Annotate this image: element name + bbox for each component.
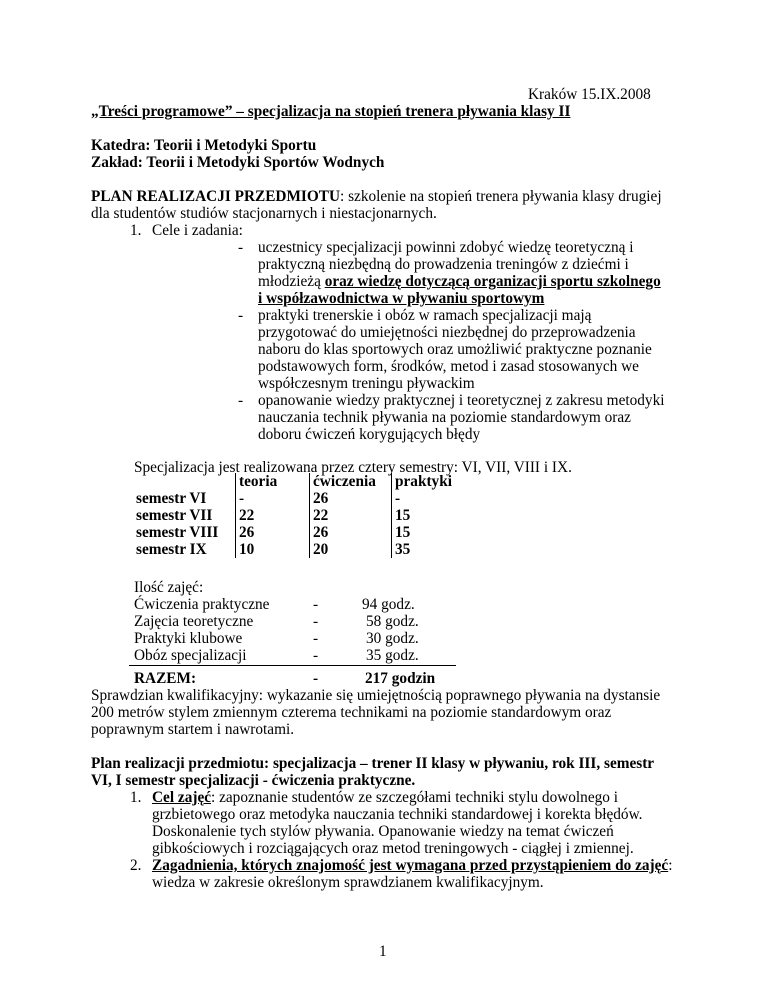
total-value: 217 godzin (365, 670, 436, 687)
bullet-dash-1: - (238, 239, 244, 256)
total-divider (129, 665, 456, 666)
exam-line1: Sprawdzian kwalifikacyjny: wykazanie się umiejętnością poprawnego pływania na dystansie (91, 687, 661, 704)
date: Kraków 15.IX.2008 (528, 86, 651, 103)
exam-line2: 200 metrów stylem zmiennym czterema technikami na poziomie standardowym oraz (91, 704, 612, 721)
bullet1-line4: i współzawodnictwa w pływaniu sportowym (258, 290, 545, 307)
item2-line2: wiedza w zakresie określonym sprawdzianem kwalifikacyjnym. (152, 874, 544, 891)
table-cell (129, 473, 236, 490)
table-row (129, 507, 464, 524)
bullet2-line5: współczesnym treningu pływackim (258, 375, 475, 392)
table-cell: 35 (392, 541, 465, 558)
hours-label: Ćwiczenia praktyczne (134, 596, 270, 613)
item1-text: : zapoznanie studentów ze szczegółami techniki stylu dowolnego i (211, 789, 618, 806)
hours-label: Zajęcia teoretyczne (134, 613, 254, 630)
total-label: RAZEM: (134, 670, 197, 687)
table-header-praktyki: praktyki (392, 473, 465, 490)
bullet3-line1: opanowanie wiedzy praktycznej i teoretycznej z zakresu metodyki (258, 392, 665, 409)
table-cell: 15 (392, 524, 465, 541)
hours-dash: - (313, 647, 319, 664)
item1-line1 (152, 789, 618, 806)
table-cell: semestr VI (129, 490, 236, 507)
table-row (129, 541, 464, 558)
plan-intro-line2: dla studentów studiów stacjonarnych i niestacjonarnych. (91, 205, 437, 222)
table-cell: semestr IX (129, 541, 236, 558)
table-cell: 15 (392, 507, 465, 524)
hours-dash: - (313, 596, 319, 613)
hours-value: 35 godz. (366, 647, 419, 664)
item2-colon: : (668, 857, 673, 874)
bullet2-line3: naboru do klas sportowych oraz umożliwić praktyczne poznanie (258, 341, 652, 358)
total-dash: - (313, 670, 319, 687)
table-cell: 22 (310, 507, 392, 524)
table-cell: - (236, 490, 310, 507)
hours-value: 58 godz. (366, 613, 419, 630)
hours-label: Obóz specjalizacji (134, 647, 247, 664)
bullet1-line3-a: młodzieżą (258, 273, 325, 290)
plan-text-1: : szkolenie na stopień trenera pływania klasy drugiej (340, 188, 662, 205)
table-cell: 26 (310, 490, 392, 507)
list-num-1b: 1. (130, 789, 142, 806)
item2-line1 (152, 857, 672, 874)
hours-value: 30 godz. (366, 630, 419, 647)
hours-title: Ilość zajęć: (134, 579, 204, 596)
exam-line3: poprawnym startem i nawrotami. (91, 721, 295, 738)
bullet1-line3 (258, 273, 661, 290)
bullet2-line4: podstawowych form, środków, metod i zasad stosowanych we (258, 358, 639, 375)
table-row (129, 524, 464, 541)
plan2-title-line1: Plan realizacji przedmiotu: specjalizacja – trener II klasy w pływaniu, rok III, semestr (91, 755, 655, 772)
bullet-dash-3: - (238, 392, 244, 409)
zaklad: Zakład: Teorii i Metodyki Sportów Wodnych (91, 154, 385, 171)
doc-title: „Treści programowe” – specjalizacja na stopień trenera pływania klasy II (91, 103, 571, 120)
hours-label: Praktyki klubowe (134, 630, 243, 647)
bullet1-line1: uczestnicy specjalizacji powinni zdobyć wiedzę teoretyczną i (258, 239, 634, 256)
list-num-1: 1. (130, 222, 142, 239)
hours-dash: - (313, 630, 319, 647)
table-cell: 26 (236, 524, 310, 541)
table-header-teoria: teoria (236, 473, 310, 490)
page-number: 1 (379, 943, 387, 960)
table-cell: semestr VIII (129, 524, 236, 541)
list-num-2: 2. (130, 857, 142, 874)
semester-table (129, 473, 464, 558)
hours-value: 94 godz. (362, 596, 415, 613)
katedra: Katedra: Teorii i Metodyki Sportu (91, 137, 317, 154)
item2-label: Zagadnienia, których znajomość jest wymagana przed przystąpieniem do zajęć (152, 857, 669, 874)
item1-label: Cel zajęć (152, 789, 212, 806)
bullet-dash-2: - (238, 307, 244, 324)
table-cell: 22 (236, 507, 310, 524)
table-cell: - (392, 490, 465, 507)
semesters-intro: Specjalizacja jest realizowana przez cztery semestry: VI, VII, VIII i IX. (134, 459, 572, 476)
plan-label: PLAN REALIZACJI PRZEDMIOTU (91, 188, 341, 205)
bullet3-line3: doboru ćwiczeń korygujących błędy (258, 426, 481, 443)
table-row (129, 490, 464, 507)
plan-intro-line1 (91, 188, 662, 205)
item1-line4: gibkościowych i rozciągających oraz metod treningowych - ciągłej i zmiennej. (152, 840, 634, 857)
table-cell: 26 (310, 524, 392, 541)
table-cell: 10 (236, 541, 310, 558)
item1-line2: grzbietowego oraz metodyka nauczania techniki standardowej i korekta błędów. (152, 806, 643, 823)
item1-line3: Doskonalenie tych stylów pływania. Opanowanie wiedzy na temat ćwiczeń (152, 823, 614, 840)
bullet2-line2: przygotować do umiejętności niezbędnej do przeprowadzenia (258, 324, 636, 341)
table-header-cwiczenia: ćwiczenia (310, 473, 392, 490)
plan2-title-line2: VI, I semestr specjalizacji - ćwiczenia praktyczne. (91, 772, 416, 789)
bullet2-line1: praktyki trenerskie i obóz w ramach specjalizacji mają (258, 307, 592, 324)
hours-dash: - (313, 613, 319, 630)
list-label-cele: Cele i zadania: (152, 222, 243, 239)
bullet1-line3-emph: oraz wiedzę dotyczącą organizacji sportu szkolnego (324, 273, 661, 290)
table-cell: 20 (310, 541, 392, 558)
bullet1-line2: praktyczną niezbędną do prowadzenia treningów z dziećmi i (258, 256, 629, 273)
bullet3-line2: nauczania technik pływania na poziomie standardowym oraz (258, 409, 631, 426)
table-cell: semestr VII (129, 507, 236, 524)
table-header-row (129, 473, 464, 490)
